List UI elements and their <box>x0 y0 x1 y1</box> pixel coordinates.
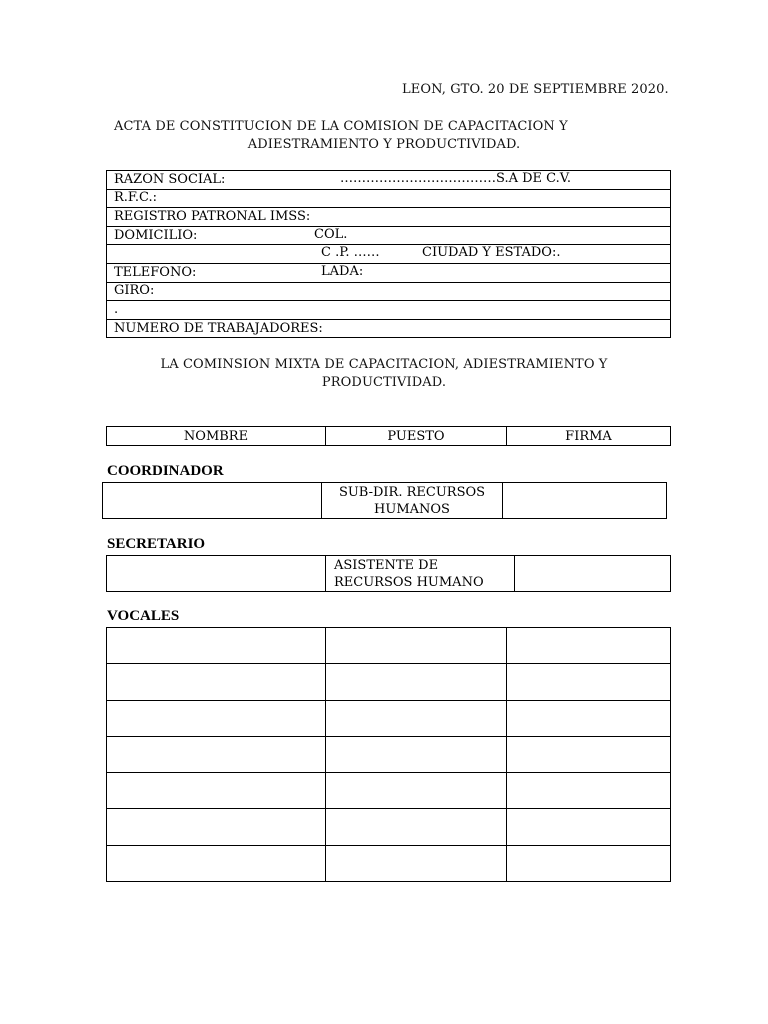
blank-row-text: . <box>114 301 119 317</box>
coordinador-puesto-line-2: HUMANOS <box>374 501 450 517</box>
trabajadores-label: NUMERO DE TRABAJADORES: <box>114 320 323 336</box>
row-giro <box>107 282 671 301</box>
vocal-firma-cell[interactable] <box>507 773 671 809</box>
vocal-nombre-cell[interactable] <box>107 736 326 772</box>
coordinador-nombre-cell[interactable] <box>103 483 322 519</box>
secretario-nombre-cell[interactable] <box>107 556 326 592</box>
vocal-firma-cell[interactable] <box>507 664 671 700</box>
vocal-puesto-cell[interactable] <box>326 736 507 772</box>
header-puesto: PUESTO <box>326 427 507 446</box>
row-cp-ciudad <box>107 245 671 264</box>
document-title <box>100 118 668 154</box>
coordinador-table <box>102 482 667 519</box>
vocal-nombre-cell[interactable] <box>107 845 326 881</box>
vocales-label: VOCALES <box>107 608 180 624</box>
vocal-row <box>107 700 671 736</box>
coordinador-firma-cell[interactable] <box>503 483 667 519</box>
vocal-row <box>107 845 671 881</box>
vocales-table <box>106 627 671 882</box>
row-telefono <box>107 263 671 282</box>
vocal-nombre-cell[interactable] <box>107 628 326 664</box>
vocal-row <box>107 773 671 809</box>
secretario-puesto-line-2: RECURSOS HUMANO <box>334 574 484 590</box>
vocal-puesto-cell[interactable] <box>326 845 507 881</box>
members-header-table <box>106 426 671 446</box>
header-nombre: NOMBRE <box>107 427 326 446</box>
vocal-puesto-cell[interactable] <box>326 628 507 664</box>
cp-label: C .P. …… <box>321 245 380 261</box>
vocal-puesto-cell[interactable] <box>326 664 507 700</box>
row-rfc <box>107 189 671 208</box>
giro-label: GIRO: <box>114 283 155 299</box>
col-label: COL. <box>314 226 348 242</box>
coordinador-label: COORDINADOR <box>107 463 224 479</box>
coordinador-puesto-cell <box>322 483 503 519</box>
row-razon-social <box>107 171 671 190</box>
ciudad-estado-label: CIUDAD Y ESTADO:. <box>422 245 561 261</box>
secretario-puesto-cell <box>326 556 515 592</box>
company-info-table <box>106 170 671 338</box>
vocal-row <box>107 736 671 772</box>
vocal-nombre-cell[interactable] <box>107 664 326 700</box>
secretario-firma-cell[interactable] <box>515 556 671 592</box>
coordinador-puesto-line-1: SUB-DIR. RECURSOS <box>338 484 486 500</box>
vocal-puesto-cell[interactable] <box>326 809 507 845</box>
vocal-nombre-cell[interactable] <box>107 773 326 809</box>
vocal-firma-cell[interactable] <box>507 809 671 845</box>
rfc-label: R.F.C.: <box>114 190 158 206</box>
registro-patronal-label: REGISTRO PATRONAL IMSS: <box>114 208 311 224</box>
vocal-nombre-cell[interactable] <box>107 809 326 845</box>
secretario-label: SECRETARIO <box>107 536 206 552</box>
title-line-2: ADIESTRAMIENTO Y PRODUCTIVIDAD. <box>247 137 521 152</box>
vocal-firma-cell[interactable] <box>507 845 671 881</box>
vocal-puesto-cell[interactable] <box>326 700 507 736</box>
vocal-puesto-cell[interactable] <box>326 773 507 809</box>
vocal-row <box>107 664 671 700</box>
header-firma: FIRMA <box>507 427 671 446</box>
vocal-row <box>107 628 671 664</box>
razon-social-value: ………………………………S.A DE C.V. <box>340 171 572 186</box>
commission-subtitle <box>100 356 668 392</box>
secretario-table <box>106 555 671 592</box>
vocal-row <box>107 809 671 845</box>
row-registro-patronal <box>107 208 671 227</box>
row-blank <box>107 301 671 320</box>
row-domicilio <box>107 226 671 245</box>
vocal-firma-cell[interactable] <box>507 700 671 736</box>
secretario-puesto-line-1: ASISTENTE DE <box>334 557 439 573</box>
vocal-firma-cell[interactable] <box>507 628 671 664</box>
vocal-firma-cell[interactable] <box>507 736 671 772</box>
row-trabajadores <box>107 319 671 338</box>
subtitle-line-2: PRODUCTIVIDAD. <box>321 375 447 390</box>
domicilio-label: DOMICILIO: <box>114 227 198 243</box>
title-line-1: ACTA DE CONSTITUCION DE LA COMISION DE CAPACITACION Y <box>114 119 568 134</box>
date-line: LEON, GTO. 20 DE SEPTIEMBRE 2020. <box>402 82 669 97</box>
subtitle-line-1: LA COMINSION MIXTA DE CAPACITACION, ADIESTRAMIENTO Y <box>160 357 608 372</box>
lada-label: LADA: <box>321 263 364 279</box>
telefono-label: TELEFONO: <box>114 264 197 280</box>
razon-social-label: RAZON SOCIAL: <box>114 171 226 187</box>
vocal-nombre-cell[interactable] <box>107 700 326 736</box>
